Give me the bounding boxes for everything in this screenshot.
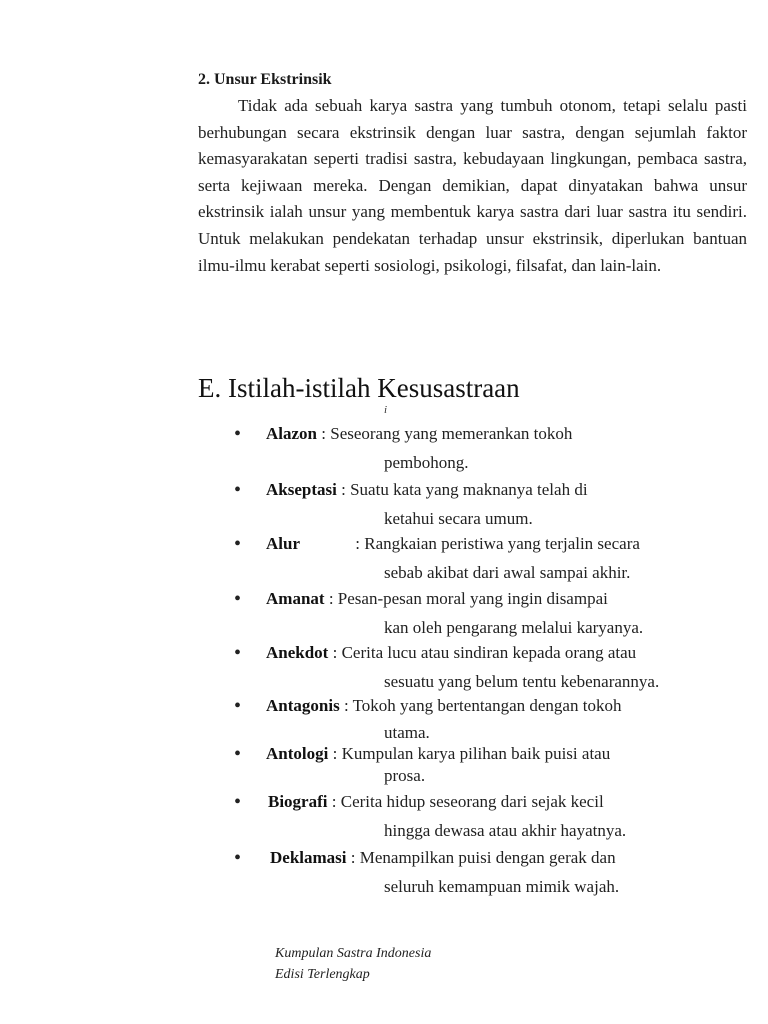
term-word: Alazon [266,424,317,443]
term-word: Alur [266,534,300,553]
term-word: Antologi [266,744,329,763]
term-word: Amanat [266,589,325,608]
bullet-icon: • [234,588,242,610]
term-definition-cont: seluruh kemampuan mimik wajah. [384,877,620,896]
term-separator: : [317,424,331,443]
term-definition: Cerita lucu atau sindiran kepada orang atau [341,643,637,662]
term-definition: Menampilkan puisi dengan gerak dan [359,848,616,867]
bullet-icon: • [234,423,242,445]
footer [275,943,431,985]
term-line1 [266,642,636,664]
footer-line1: Kumpulan Sastra Indonesia [275,946,432,961]
section-paragraph: Tidak ada sebuah karya sastra yang tumbuh otonom, tetapi selalu pasti berhubungan secara ekstrinsik dengan luar sastra, dengan sejumlah faktor kemasyarakatan seperti tradisi sastra, kebudayaan lingkungan, pembaca sastra, serta kejiwaan mereka. Dengan demikian, dapat dinyatakan bahwa unsur ekstrinsik ialah unsur yang membentuk karya sastra dari luar sastra itu sendiri. Untuk melakukan pendekatan terhadap unsur ekstrinsik, diperlukan bantuan ilmu-ilmu kerabat seperti sosiologi, psikologi, filsafat, dan lain-lain. [198,96,747,275]
glossary-heading: E. Istilah-istilah Kesusastraan [198,373,520,403]
term-definition: Kumpulan karya pilihan baik puisi atau [341,744,611,763]
term-separator: : [324,589,338,608]
term-word: Biografi [268,792,328,811]
term-definition-cont: ketahui secara umum. [384,509,533,528]
bullet-icon: • [234,642,242,664]
glossary-item-biografi [0,791,768,845]
glossary-item-antologi [0,743,768,797]
glossary-item-anekdot [0,642,768,696]
term-definition-cont: sebab akibat dari awal sampai akhir. [384,563,631,582]
term-separator: : [327,792,341,811]
bullet-icon: • [234,743,242,765]
term-definition: Seseorang yang memerankan tokoh [330,424,573,443]
term-line1 [268,791,604,813]
glossary-item-amanat [0,588,768,642]
glossary-item-akseptasi [0,479,768,533]
term-line1 [266,588,608,610]
term-separator: : [300,534,365,553]
glossary-item-alur [0,533,768,587]
heading-mark: i [384,404,388,416]
term-definition-cont: utama. [384,723,430,742]
glossary-item-alazon [0,423,768,477]
term-line1 [270,847,616,869]
term-separator: : [328,744,342,763]
term-separator: : [339,696,353,715]
bullet-icon: • [234,847,242,869]
term-definition: Cerita hidup seseorang dari sejak kecil [340,792,604,811]
term-word: Akseptasi [266,480,337,499]
bullet-icon: • [234,479,242,501]
term-definition-cont: hingga dewasa atau akhir hayatnya. [384,821,627,840]
glossary-item-antagonis [0,695,768,749]
bullet-icon: • [234,533,242,555]
term-separator: : [328,643,342,662]
term-definition: Suatu kata yang maknanya telah di [350,480,588,499]
footer-line2: Edisi Terlengkap [275,967,370,982]
term-line1 [266,743,610,765]
term-separator: : [336,480,351,499]
term-word: Anekdot [266,643,329,662]
term-word: Antagonis [266,696,340,715]
term-separator: : [346,848,360,867]
term-line1 [266,533,640,555]
term-definition-cont: pembohong. [384,453,469,472]
term-line1 [266,695,621,717]
term-word: Deklamasi [270,848,347,867]
term-definition: Tokoh yang bertentangan dengan tokoh [352,696,622,715]
term-line1 [266,423,572,445]
term-definition: Rangkaian peristiwa yang terjalin secara [364,534,640,553]
term-definition-cont: prosa. [384,766,426,785]
term-definition: Pesan-pesan moral yang ingin disampai [337,589,608,608]
section-title: 2. Unsur Ekstrinsik [198,71,332,88]
term-line1 [266,479,588,501]
term-definition-cont: sesuatu yang belum tentu kebenarannya. [384,672,660,691]
bullet-icon: • [234,695,242,717]
term-definition-cont: kan oleh pengarang melalui karyanya. [384,618,644,637]
bullet-icon: • [234,791,242,813]
glossary-item-deklamasi [0,847,768,901]
